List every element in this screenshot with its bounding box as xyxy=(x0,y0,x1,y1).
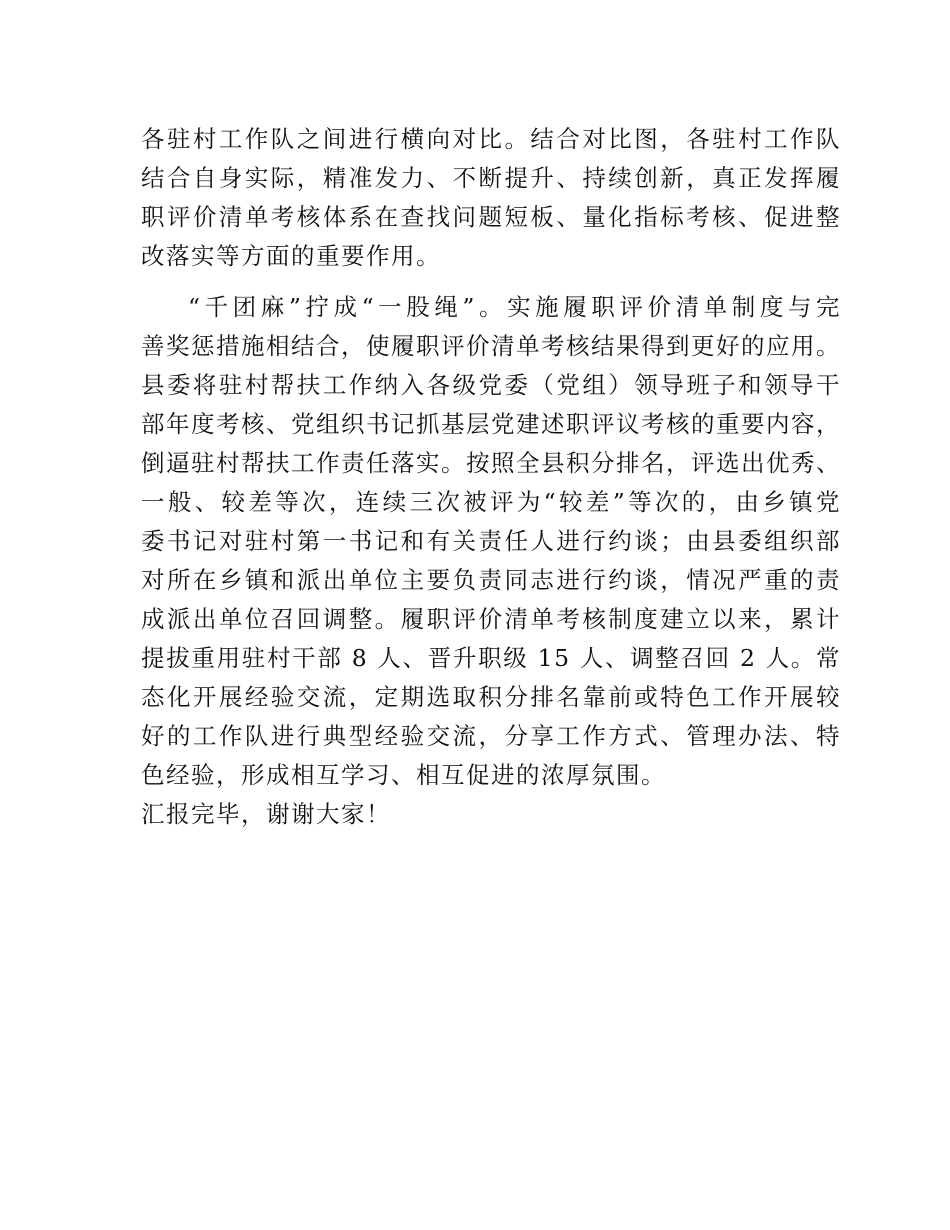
text-line: 善奖惩措施相结合，使履职评价清单考核结果得到更好的应用。 xyxy=(141,332,841,360)
paragraph-rewards-penalties xyxy=(141,288,841,795)
text-line: 部年度考核、党组织书记抓基层党建述职评议考核的重要内容， xyxy=(141,410,841,438)
paragraph-spacer xyxy=(141,276,841,288)
closing-remark: 汇报完毕，谢谢大家！ xyxy=(141,800,391,828)
text-line: 成派出单位召回调整。履职评价清单考核制度建立以来，累计 xyxy=(141,605,841,633)
text-line: 委书记对驻村第一书记和有关责任人进行约谈；由县委组织部 xyxy=(141,527,841,555)
text-line: 倒逼驻村帮扶工作责任落实。按照全县积分排名，评选出优秀、 xyxy=(141,449,841,477)
text-line: 各驻村工作队之间进行横向对比。结合对比图，各驻村工作队 xyxy=(141,125,841,153)
text-line: 提拔重用驻村干部 8 人、晋升职级 15 人、调整召回 2 人。常 xyxy=(141,644,841,672)
text-line: 对所在乡镇和派出单位主要负责同志进行约谈，情况严重的责 xyxy=(141,566,841,594)
paragraph-comparison xyxy=(141,120,841,276)
document-body xyxy=(141,120,841,834)
text-line: 一般、较差等次，连续三次被评为“较差”等次的，由乡镇党 xyxy=(141,488,841,516)
text-line: 县委将驻村帮扶工作纳入各级党委（党组）领导班子和领导干 xyxy=(141,371,841,399)
text-line: 色经验，形成相互学习、相互促进的浓厚氛围。 xyxy=(141,761,666,789)
text-line: 改落实等方面的重要作用。 xyxy=(141,242,441,270)
text-line-indented: “千团麻”拧成“一股绳”。实施履职评价清单制度与完 xyxy=(188,293,841,321)
text-line: 职评价清单考核体系在查找问题短板、量化指标考核、促进整 xyxy=(141,203,841,231)
text-line: 好的工作队进行典型经验交流，分享工作方式、管理办法、特 xyxy=(141,722,841,750)
text-line: 结合自身实际，精准发力、不断提升、持续创新，真正发挥履 xyxy=(141,164,841,192)
text-line: 态化开展经验交流，定期选取积分排名靠前或特色工作开展较 xyxy=(141,683,841,711)
